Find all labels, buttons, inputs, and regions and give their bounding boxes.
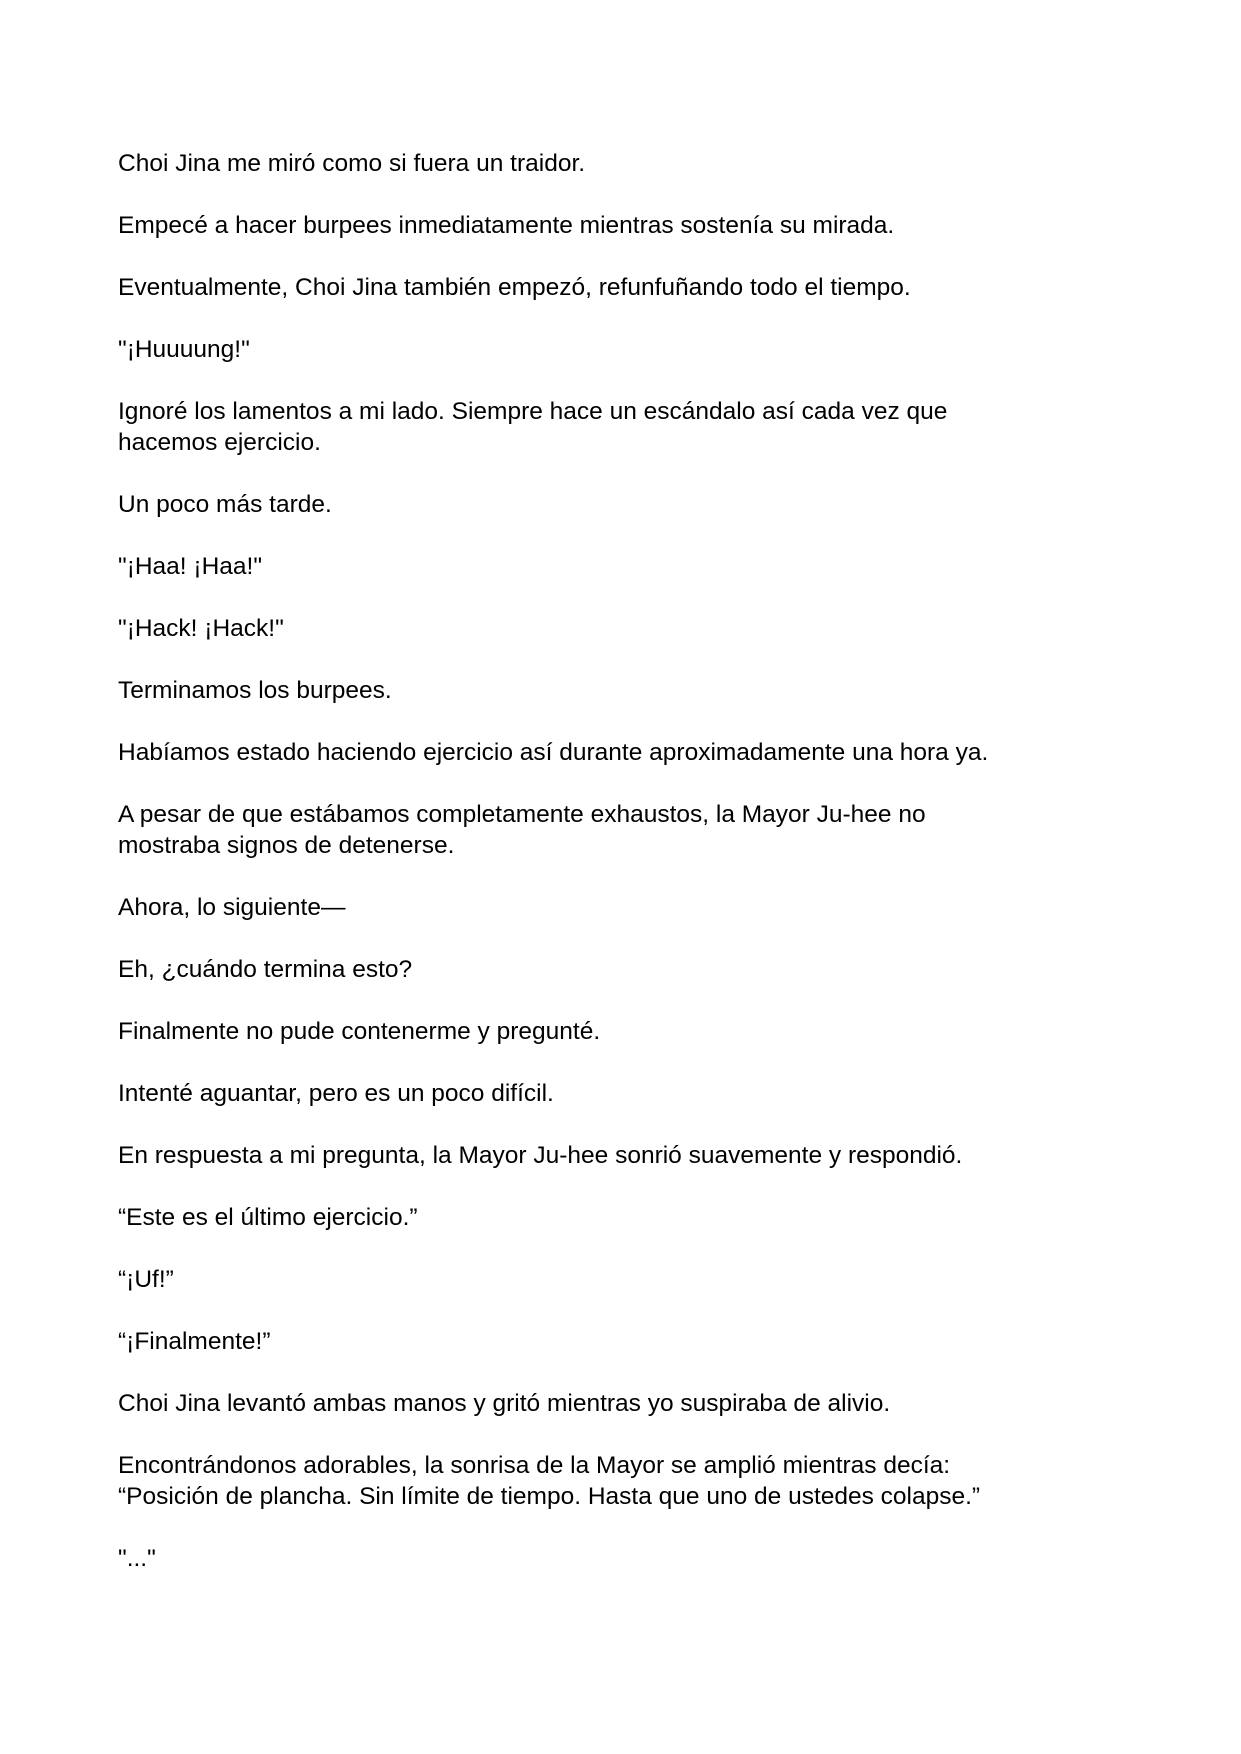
paragraph-18: “¡Uf!”	[118, 1266, 174, 1293]
paragraph-21: Encontrándonos adorables, la sonrisa de la Mayor se amplió mientras decía: “Posición de plancha. Sin límite de tiempo. Hasta que uno de ustedes colapse.”	[118, 1452, 981, 1510]
paragraph-13: Eh, ¿cuándo termina esto?	[118, 956, 413, 983]
paragraph-19: “¡Finalmente!”	[118, 1328, 271, 1355]
paragraph-22: "..."	[118, 1545, 156, 1572]
paragraph-2: Empecé a hacer burpees inmediatamente mientras sostenía su mirada.	[118, 212, 895, 239]
paragraph-9: Terminamos los burpees.	[118, 677, 392, 704]
paragraph-4: "¡Huuuung!"	[118, 336, 250, 363]
paragraph-5: Ignoré los lamentos a mi lado. Siempre hace un escándalo así cada vez que hacemos ejercicio.	[118, 398, 948, 456]
paragraph-14: Finalmente no pude contenerme y pregunté.	[118, 1018, 601, 1045]
paragraph-3: Eventualmente, Choi Jina también empezó, refunfuñando todo el tiempo.	[118, 274, 911, 301]
paragraph-16: En respuesta a mi pregunta, la Mayor Ju-hee sonrió suavemente y respondió.	[118, 1142, 963, 1169]
paragraph-8: "¡Hack! ¡Hack!"	[118, 615, 284, 642]
document-body	[118, 148, 1138, 1605]
paragraph-12: Ahora, lo siguiente—	[118, 894, 346, 921]
paragraph-17: “Este es el último ejercicio.”	[118, 1204, 418, 1231]
paragraph-20: Choi Jina levantó ambas manos y gritó mientras yo suspiraba de alivio.	[118, 1390, 891, 1417]
paragraph-6: Un poco más tarde.	[118, 491, 332, 518]
paragraph-10: Habíamos estado haciendo ejercicio así durante aproximadamente una hora ya.	[118, 739, 989, 766]
paragraph-1: Choi Jina me miró como si fuera un traidor.	[118, 150, 586, 177]
paragraph-15: Intenté aguantar, pero es un poco difícil.	[118, 1080, 554, 1107]
paragraph-7: "¡Haa! ¡Haa!"	[118, 553, 263, 580]
paragraph-11: A pesar de que estábamos completamente exhaustos, la Mayor Ju-hee no mostraba signos de detenerse.	[118, 801, 926, 859]
